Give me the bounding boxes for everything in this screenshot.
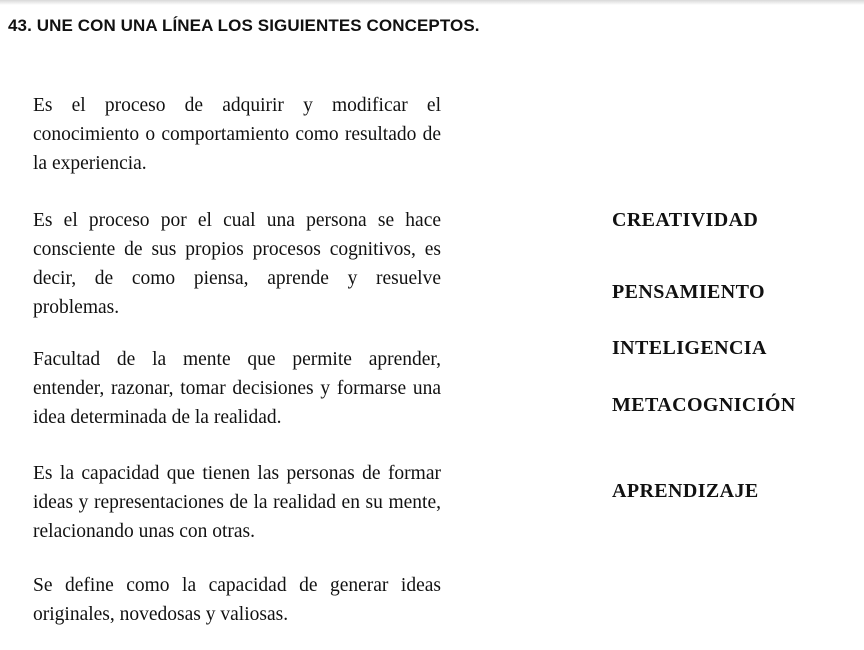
- definition-metacognition: Es el proceso por el cual una persona se hace consciente de sus propios procesos cognitivos, es decir, de como piensa, aprende y resuelve problemas.: [33, 210, 441, 318]
- definition-creativity: Se define como la capacidad de generar ideas originales, novedosas y valiosas.: [33, 575, 441, 625]
- page-edge-shadow: [0, 0, 864, 5]
- definition-thinking: Es la capacidad que tienen las personas de formar ideas y representaciones de la realidad en su mente, relacionando unas con otras.: [33, 463, 441, 542]
- concept-metacognicion: METACOGNICIÓN: [612, 394, 796, 416]
- concept-pensamiento: PENSAMIENTO: [612, 281, 765, 303]
- definition-intelligence: Facultad de la mente que permite aprender, entender, razonar, tomar decisiones y formarse una idea determinada de la realidad.: [33, 349, 441, 428]
- exercise-title: 43. UNE CON UNA LÍNEA LOS SIGUIENTES CONCEPTOS.: [8, 16, 480, 35]
- concept-creatividad: CREATIVIDAD: [612, 209, 759, 231]
- definition-learning: Es el proceso de adquirir y modificar el conocimiento o comportamiento como resultado de la experiencia.: [33, 95, 441, 174]
- concept-aprendizaje: APRENDIZAJE: [612, 480, 759, 502]
- concept-inteligencia: INTELIGENCIA: [612, 337, 767, 359]
